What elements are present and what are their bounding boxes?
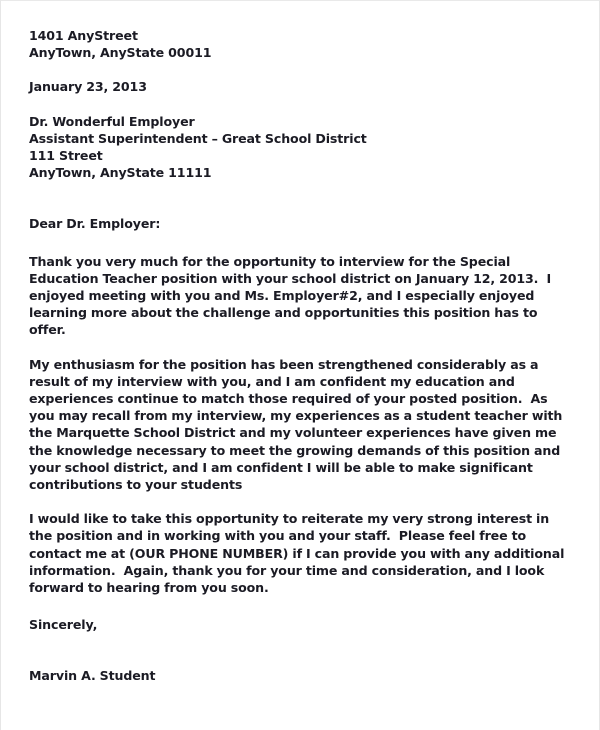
salutation: Dear Dr. Employer: (29, 216, 161, 232)
salutation-block (29, 215, 573, 232)
spacer-after-paragraph-1 (29, 339, 573, 356)
sender-address-line-1: 1401 AnyStreet (29, 28, 138, 43)
recipient-address-block (29, 113, 573, 182)
spacer-after-date (29, 96, 573, 113)
spacer-after-salutation (29, 233, 573, 253)
recipient-title: Assistant Superintendent – Great School District (29, 130, 367, 146)
closing-block (29, 616, 573, 633)
letter-date: January 23, 2013 (29, 79, 147, 95)
recipient-name: Dr. Wonderful Employer (29, 113, 195, 129)
spacer-after-recipient (29, 181, 573, 215)
recipient-city-state-zip: AnyTown, AnyState 11111 (29, 165, 212, 181)
signature-space (29, 633, 573, 667)
signature-block (29, 667, 573, 684)
letter-content (29, 27, 573, 685)
paragraph-1-text-after-bold: position with your school district on January 12, 2013. I enjoyed meeting with you and Ms. Employer#2, and I especially enjoyed learning more about the challenge and opportunities this position has to offer. (29, 270, 556, 338)
recipient-street: 111 Street (29, 148, 103, 164)
spacer-after-paragraph-3 (29, 596, 573, 616)
spacer-after-paragraph-2 (29, 493, 573, 510)
letter-date-block (29, 78, 573, 95)
body-paragraph-3: I would like to take this opportunity to reiterate my very strong interest in the position and in working with you and your staff. Please feel free to contact me at (OUR PHONE NUMBER) if I can provide you with any additional information. Again, thank you for your time and consideration, and I look forward to hearing from you soon. (29, 511, 569, 596)
body-paragraph-2: My enthusiasm for the position has been strengthened considerably as a result of my interview with you, and I am confident my education and experiences continue to match those required of your posted position. As you may recall from my interview, my experiences as a student teacher with the Marquette School District and my volunteer experiences have given me the knowledge necessary to meet the growing demands of this position and your school district, and I am confident I will be able to make significant contributions to your students (29, 356, 567, 493)
closing-salutation: Sincerely, (29, 617, 98, 633)
signature-name: Marvin A. Student (29, 668, 156, 684)
paragraph-1-bold-position-title: Special Education Teacher (29, 253, 515, 286)
sender-address-line-2: AnyTown, AnyState 00011 (29, 45, 212, 61)
sender-address-block (29, 27, 573, 61)
paragraph-1-text-before-bold: Thank you very much for the opportunity to interview for the (29, 253, 460, 269)
body-paragraph-1 (29, 253, 573, 339)
spacer-after-sender-address (29, 61, 573, 78)
